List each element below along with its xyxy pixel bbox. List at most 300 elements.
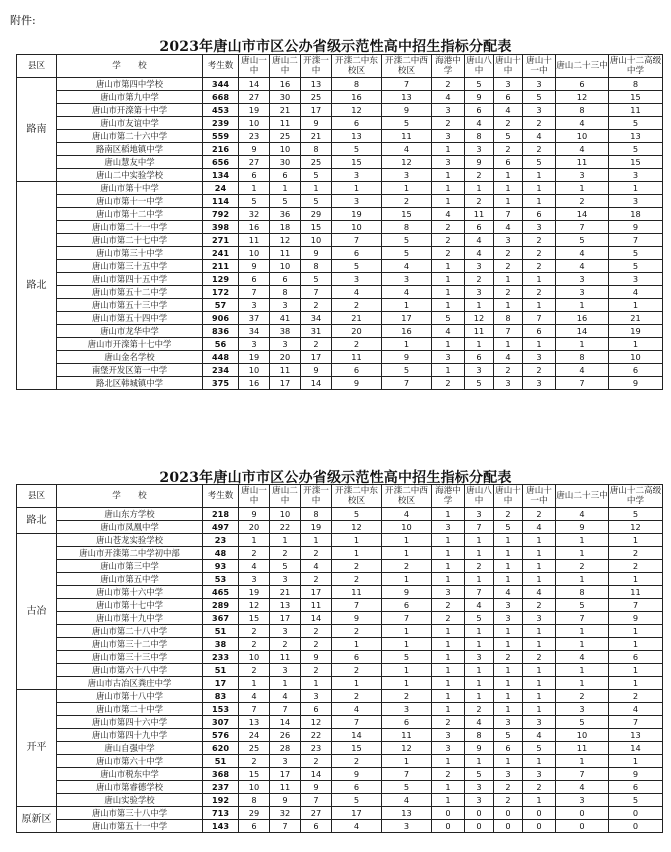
column-header: 唐山十一中 — [523, 55, 556, 78]
school-name-cell: 唐山市第三十三中学 — [57, 651, 203, 664]
exam-count-cell: 792 — [203, 208, 239, 221]
quota-cell: 7 — [270, 703, 301, 716]
quota-cell: 3 — [465, 286, 494, 299]
quota-cell: 2 — [332, 625, 382, 638]
quota-cell: 1 — [523, 703, 556, 716]
quota-cell: 3 — [382, 820, 432, 833]
quota-cell: 1 — [432, 299, 465, 312]
quota-cell: 5 — [523, 156, 556, 169]
exam-count-cell: 129 — [203, 273, 239, 286]
quota-cell: 1 — [494, 703, 523, 716]
quota-cell: 4 — [239, 690, 270, 703]
quota-cell: 2 — [432, 612, 465, 625]
quota-cell: 3 — [465, 143, 494, 156]
header-row — [17, 55, 663, 78]
quota-cell: 11 — [270, 781, 301, 794]
quota-cell: 1 — [494, 690, 523, 703]
quota-cell: 5 — [556, 234, 609, 247]
quota-cell: 2 — [239, 664, 270, 677]
quota-cell: 5 — [609, 247, 663, 260]
quota-cell: 1 — [523, 755, 556, 768]
quota-cell: 5 — [382, 247, 432, 260]
quota-cell: 8 — [301, 143, 332, 156]
exam-count-cell: 57 — [203, 299, 239, 312]
quota-cell: 8 — [609, 78, 663, 91]
quota-cell: 21 — [609, 312, 663, 325]
quota-cell: 1 — [494, 534, 523, 547]
quota-cell: 2 — [523, 286, 556, 299]
quota-cell: 4 — [523, 586, 556, 599]
quota-cell: 2 — [494, 364, 523, 377]
table-row — [17, 677, 663, 690]
quota-cell: 4 — [270, 690, 301, 703]
quota-cell: 1 — [432, 664, 465, 677]
table-body — [17, 78, 663, 390]
quota-cell: 8 — [556, 586, 609, 599]
column-header: 海港中学 — [432, 485, 465, 508]
quota-cell: 21 — [301, 130, 332, 143]
quota-cell: 3 — [609, 169, 663, 182]
quota-cell: 1 — [301, 534, 332, 547]
exam-count-cell: 24 — [203, 182, 239, 195]
column-header: 海港中学 — [432, 55, 465, 78]
column-header: 唐山十中 — [495, 56, 521, 76]
quota-cell: 4 — [556, 143, 609, 156]
quota-cell: 1 — [432, 638, 465, 651]
quota-cell: 3 — [432, 521, 465, 534]
quota-cell: 10 — [239, 651, 270, 664]
quota-cell: 2 — [609, 547, 663, 560]
quota-cell: 1 — [382, 625, 432, 638]
exam-count-cell: 271 — [203, 234, 239, 247]
table-row — [17, 521, 663, 534]
quota-cell: 4 — [556, 651, 609, 664]
quota-cell: 1 — [523, 690, 556, 703]
quota-cell: 2 — [523, 260, 556, 273]
table-row — [17, 182, 663, 195]
quota-cell: 25 — [270, 130, 301, 143]
quota-cell: 1 — [432, 755, 465, 768]
column-header: 开滦二中西校区 — [382, 55, 432, 78]
quota-cell: 6 — [332, 247, 382, 260]
quota-cell: 3 — [523, 716, 556, 729]
table-row — [17, 247, 663, 260]
quota-cell: 3 — [432, 104, 465, 117]
school-name-cell: 唐山市第三十五中学 — [57, 260, 203, 273]
quota-cell: 1 — [432, 195, 465, 208]
quota-cell: 29 — [301, 208, 332, 221]
exam-count-cell: 153 — [203, 703, 239, 716]
quota-cell: 4 — [556, 247, 609, 260]
school-name-cell: 唐山市第九中学 — [57, 91, 203, 104]
quota-cell: 3 — [465, 651, 494, 664]
exam-count-cell: 48 — [203, 547, 239, 560]
quota-cell: 0 — [494, 820, 523, 833]
quota-cell: 4 — [609, 703, 663, 716]
quota-cell: 5 — [465, 612, 494, 625]
column-header: 开滦二中西校区 — [382, 485, 432, 508]
quota-cell: 30 — [270, 91, 301, 104]
quota-cell: 1 — [494, 547, 523, 560]
quota-cell: 9 — [609, 377, 663, 390]
quota-cell: 2 — [432, 716, 465, 729]
quota-cell: 4 — [556, 260, 609, 273]
quota-cell: 41 — [270, 312, 301, 325]
quota-cell: 0 — [556, 807, 609, 820]
quota-cell: 15 — [239, 768, 270, 781]
quota-cell: 4 — [382, 508, 432, 521]
quota-cell: 2 — [382, 690, 432, 703]
quota-cell: 4 — [556, 508, 609, 521]
quota-cell: 12 — [465, 312, 494, 325]
school-name-cell: 唐山市第五十二中学 — [57, 286, 203, 299]
allocation-table-page2 — [16, 484, 663, 833]
quota-cell: 3 — [609, 273, 663, 286]
quota-cell: 1 — [494, 677, 523, 690]
exam-count-cell: 668 — [203, 91, 239, 104]
quota-cell: 0 — [432, 820, 465, 833]
quota-cell: 0 — [556, 820, 609, 833]
quota-cell: 1 — [523, 182, 556, 195]
quota-cell: 5 — [332, 794, 382, 807]
quota-cell: 4 — [332, 703, 382, 716]
quota-cell: 1 — [556, 638, 609, 651]
quota-cell: 6 — [465, 351, 494, 364]
quota-cell: 6 — [609, 651, 663, 664]
table-row — [17, 586, 663, 599]
quota-cell: 3 — [556, 169, 609, 182]
quota-cell: 3 — [432, 156, 465, 169]
quota-cell: 6 — [465, 104, 494, 117]
quota-cell: 16 — [239, 377, 270, 390]
quota-cell: 1 — [556, 677, 609, 690]
quota-cell: 1 — [609, 638, 663, 651]
quota-cell: 4 — [301, 560, 332, 573]
quota-cell: 27 — [239, 91, 270, 104]
quota-cell: 4 — [494, 586, 523, 599]
quota-cell: 7 — [494, 208, 523, 221]
quota-cell: 1 — [556, 299, 609, 312]
quota-cell: 12 — [556, 91, 609, 104]
quota-cell: 6 — [332, 364, 382, 377]
quota-cell: 4 — [523, 521, 556, 534]
quota-cell: 5 — [556, 716, 609, 729]
quota-cell: 1 — [494, 338, 523, 351]
quota-cell: 2 — [332, 299, 382, 312]
school-name-cell: 唐山实验学校 — [57, 794, 203, 807]
quota-cell: 15 — [609, 91, 663, 104]
quota-cell: 8 — [465, 130, 494, 143]
quota-cell: 19 — [239, 586, 270, 599]
exam-count-cell: 906 — [203, 312, 239, 325]
quota-cell: 1 — [523, 664, 556, 677]
column-header: 唐山八中 — [466, 56, 492, 76]
table-row — [17, 286, 663, 299]
quota-cell: 5 — [465, 78, 494, 91]
quota-cell: 16 — [556, 312, 609, 325]
school-name-cell: 唐山慧友中学 — [57, 156, 203, 169]
quota-cell: 7 — [301, 286, 332, 299]
quota-cell: 3 — [270, 755, 301, 768]
quota-cell: 2 — [494, 117, 523, 130]
quota-cell: 34 — [301, 312, 332, 325]
quota-cell: 6 — [465, 221, 494, 234]
quota-cell: 5 — [556, 599, 609, 612]
table-row — [17, 612, 663, 625]
quota-cell: 1 — [609, 299, 663, 312]
quota-cell: 1 — [432, 677, 465, 690]
quota-cell: 10 — [270, 260, 301, 273]
table-row — [17, 651, 663, 664]
quota-cell: 23 — [239, 130, 270, 143]
quota-cell: 4 — [465, 716, 494, 729]
school-name-cell: 唐山市第三中学 — [57, 560, 203, 573]
school-name-cell: 唐山市第四十五中学 — [57, 273, 203, 286]
quota-cell: 1 — [609, 534, 663, 547]
quota-cell: 1 — [465, 547, 494, 560]
quota-cell: 13 — [301, 78, 332, 91]
table-row — [17, 221, 663, 234]
quota-cell: 6 — [270, 273, 301, 286]
quota-cell: 1 — [609, 755, 663, 768]
quota-cell: 1 — [432, 547, 465, 560]
quota-cell: 1 — [523, 560, 556, 573]
school-name-cell: 唐山市第六十中学 — [57, 755, 203, 768]
quota-cell: 6 — [494, 91, 523, 104]
quota-cell: 2 — [301, 299, 332, 312]
quota-cell: 8 — [239, 794, 270, 807]
quota-cell: 11 — [332, 351, 382, 364]
quota-cell: 1 — [523, 625, 556, 638]
quota-cell: 1 — [382, 677, 432, 690]
school-name-cell: 唐山苍龙实验学校 — [57, 534, 203, 547]
quota-cell: 21 — [270, 586, 301, 599]
school-name-cell: 唐山市第五十四中学 — [57, 312, 203, 325]
quota-cell: 16 — [382, 325, 432, 338]
quota-cell: 9 — [301, 781, 332, 794]
school-name-cell: 唐山市古冶区粪庄中学 — [57, 677, 203, 690]
annex-label: 附件: — [10, 14, 36, 27]
quota-cell: 2 — [465, 195, 494, 208]
quota-cell: 2 — [494, 247, 523, 260]
quota-cell: 8 — [556, 351, 609, 364]
quota-cell: 3 — [556, 794, 609, 807]
quota-cell: 12 — [382, 156, 432, 169]
quota-cell: 7 — [556, 768, 609, 781]
quota-cell: 2 — [494, 781, 523, 794]
quota-cell: 7 — [465, 521, 494, 534]
quota-cell: 19 — [301, 521, 332, 534]
quota-cell: 7 — [239, 703, 270, 716]
quota-cell: 0 — [523, 807, 556, 820]
column-header: 唐山十二高级中学 — [609, 486, 662, 506]
table-row — [17, 195, 663, 208]
school-name-cell: 唐山市龙华中学 — [57, 325, 203, 338]
exam-count-cell: 83 — [203, 690, 239, 703]
quota-cell: 1 — [270, 677, 301, 690]
quota-cell: 5 — [494, 729, 523, 742]
school-name-cell: 唐山市第四十六中学 — [57, 716, 203, 729]
quota-cell: 4 — [382, 143, 432, 156]
quota-cell: 1 — [332, 638, 382, 651]
quota-cell: 1 — [382, 299, 432, 312]
quota-cell: 1 — [523, 573, 556, 586]
quota-cell: 11 — [270, 117, 301, 130]
quota-cell: 3 — [609, 195, 663, 208]
quota-cell: 1 — [523, 338, 556, 351]
quota-cell: 0 — [494, 807, 523, 820]
exam-count-cell: 38 — [203, 638, 239, 651]
quota-cell: 9 — [332, 768, 382, 781]
quota-cell: 2 — [270, 638, 301, 651]
quota-cell: 3 — [332, 195, 382, 208]
quota-cell: 11 — [609, 104, 663, 117]
quota-cell: 1 — [332, 182, 382, 195]
quota-cell: 1 — [382, 755, 432, 768]
quota-cell: 3 — [556, 286, 609, 299]
quota-cell: 27 — [239, 156, 270, 169]
quota-cell: 36 — [270, 208, 301, 221]
quota-cell: 16 — [332, 91, 382, 104]
column-header: 开滦一中 — [301, 485, 332, 508]
exam-count-cell: 375 — [203, 377, 239, 390]
quota-cell: 25 — [301, 91, 332, 104]
quota-cell: 1 — [301, 677, 332, 690]
quota-cell: 10 — [239, 117, 270, 130]
quota-cell: 1 — [609, 677, 663, 690]
quota-cell: 5 — [239, 195, 270, 208]
column-header: 开滦一中 — [301, 55, 332, 78]
quota-cell: 3 — [494, 78, 523, 91]
quota-cell: 1 — [465, 690, 494, 703]
quota-cell: 4 — [494, 351, 523, 364]
quota-cell: 3 — [523, 104, 556, 117]
quota-cell: 3 — [523, 768, 556, 781]
county-cell: 路北 — [17, 508, 57, 534]
quota-cell: 1 — [523, 299, 556, 312]
quota-cell: 1 — [432, 794, 465, 807]
exam-count-cell: 233 — [203, 651, 239, 664]
school-name-cell: 唐山市第五十三中学 — [57, 299, 203, 312]
quota-cell: 9 — [382, 586, 432, 599]
quota-cell: 15 — [382, 208, 432, 221]
school-name-cell: 唐山市第十六中学 — [57, 586, 203, 599]
quota-cell: 6 — [382, 599, 432, 612]
county-cell: 路北 — [17, 182, 57, 390]
school-name-cell: 唐山二中实验学校 — [57, 169, 203, 182]
exam-count-cell: 17 — [203, 677, 239, 690]
quota-cell: 12 — [301, 716, 332, 729]
quota-cell: 5 — [432, 312, 465, 325]
quota-cell: 14 — [301, 768, 332, 781]
quota-cell: 1 — [432, 560, 465, 573]
quota-cell: 38 — [270, 325, 301, 338]
exam-count-cell: 307 — [203, 716, 239, 729]
quota-cell: 2 — [332, 664, 382, 677]
table-row — [17, 312, 663, 325]
quota-cell: 2 — [301, 547, 332, 560]
table-header — [17, 485, 663, 508]
quota-cell: 11 — [465, 325, 494, 338]
quota-cell: 1 — [465, 338, 494, 351]
quota-cell: 7 — [556, 221, 609, 234]
quota-cell: 4 — [609, 286, 663, 299]
quota-cell: 3 — [465, 508, 494, 521]
quota-cell: 1 — [494, 273, 523, 286]
quota-cell: 1 — [523, 169, 556, 182]
quota-cell: 2 — [523, 599, 556, 612]
table-row — [17, 742, 663, 755]
quota-cell: 2 — [270, 547, 301, 560]
quota-cell: 7 — [239, 286, 270, 299]
quota-cell: 1 — [494, 195, 523, 208]
quota-cell: 7 — [332, 716, 382, 729]
exam-count-cell: 241 — [203, 247, 239, 260]
school-name-cell: 唐山市第六十八中学 — [57, 664, 203, 677]
table-row — [17, 364, 663, 377]
quota-cell: 2 — [382, 560, 432, 573]
quota-cell: 1 — [494, 664, 523, 677]
exam-count-cell: 218 — [203, 508, 239, 521]
quota-cell: 6 — [332, 117, 382, 130]
quota-cell: 3 — [465, 364, 494, 377]
quota-cell: 2 — [465, 169, 494, 182]
quota-cell: 2 — [332, 573, 382, 586]
quota-cell: 21 — [332, 312, 382, 325]
quota-cell: 1 — [556, 182, 609, 195]
quota-cell: 2 — [556, 560, 609, 573]
quota-cell: 5 — [382, 364, 432, 377]
quota-cell: 5 — [301, 195, 332, 208]
quota-cell: 3 — [523, 377, 556, 390]
quota-cell: 1 — [465, 573, 494, 586]
quota-cell: 4 — [332, 820, 382, 833]
column-header: 唐山一中 — [239, 485, 270, 508]
table-row — [17, 169, 663, 182]
quota-cell: 1 — [382, 182, 432, 195]
quota-cell: 29 — [239, 807, 270, 820]
quota-cell: 1 — [465, 299, 494, 312]
quota-cell: 5 — [382, 781, 432, 794]
column-header: 唐山一中 — [239, 55, 270, 78]
quota-cell: 1 — [432, 508, 465, 521]
quota-cell: 3 — [523, 612, 556, 625]
school-name-cell: 唐山市第十中学 — [57, 182, 203, 195]
quota-cell: 1 — [382, 573, 432, 586]
quota-cell: 1 — [523, 195, 556, 208]
quota-cell: 1 — [494, 182, 523, 195]
quota-cell: 14 — [301, 612, 332, 625]
exam-count-cell: 93 — [203, 560, 239, 573]
quota-cell: 1 — [556, 338, 609, 351]
quota-cell: 9 — [301, 364, 332, 377]
table-row — [17, 325, 663, 338]
quota-cell: 11 — [270, 651, 301, 664]
school-name-cell: 唐山市开滦第十七中学 — [57, 338, 203, 351]
quota-cell: 9 — [382, 351, 432, 364]
county-cell: 古冶 — [17, 534, 57, 690]
quota-cell: 20 — [239, 521, 270, 534]
quota-cell: 3 — [239, 299, 270, 312]
quota-cell: 11 — [382, 130, 432, 143]
quota-cell: 2 — [332, 338, 382, 351]
quota-cell: 2 — [332, 690, 382, 703]
quota-cell: 2 — [432, 221, 465, 234]
quota-cell: 5 — [465, 377, 494, 390]
quota-cell: 1 — [332, 677, 382, 690]
table-row — [17, 143, 663, 156]
quota-cell: 2 — [523, 117, 556, 130]
